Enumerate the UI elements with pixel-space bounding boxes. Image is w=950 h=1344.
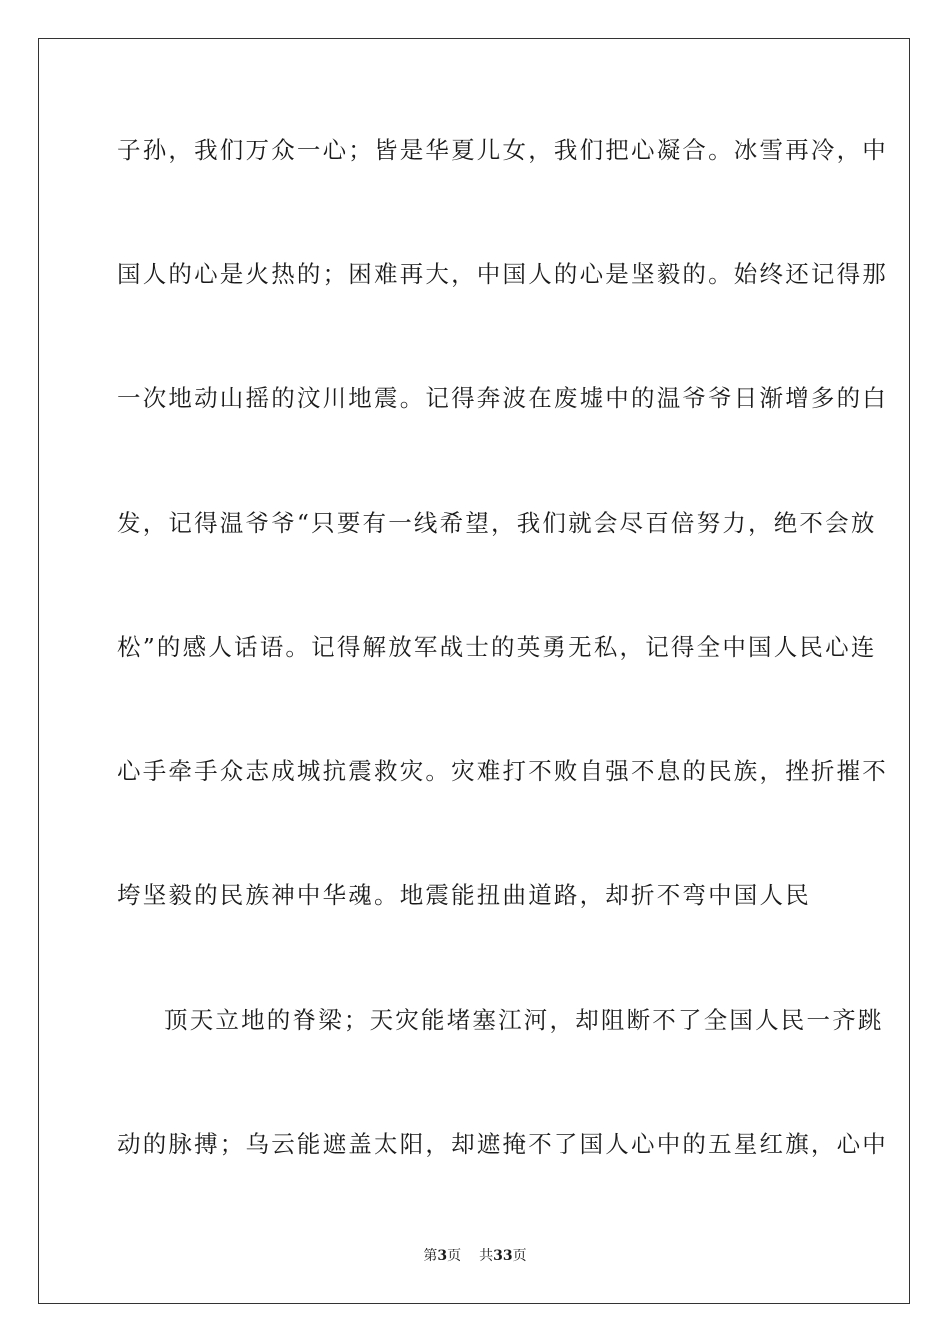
page-prefix: 第 — [423, 1248, 438, 1264]
body-text-line-6: 心手牵手众志成城抗震救灾。灾难打不败自强不息的民族，挫折摧不 — [117, 757, 888, 785]
body-text-line-2: 国人的心是火热的；困难再大，中国人的心是坚毅的。始终还记得那 — [117, 260, 888, 288]
page-border — [38, 38, 910, 1304]
page-footer — [0, 1247, 950, 1265]
body-text-line-1: 子孙，我们万众一心；皆是华夏儿女，我们把心凝合。冰雪再冷，中 — [117, 136, 888, 164]
body-text-line-7: 垮坚毅的民族神中华魂。地震能扭曲道路，却折不弯中国人民 — [117, 881, 811, 909]
page-suffix: 页 — [447, 1248, 462, 1264]
body-text-line-5: 松”的感人话语。记得解放军战士的英勇无私，记得全中国人民心连 — [117, 633, 877, 661]
body-text-line-9: 动的脉搏；乌云能遮盖太阳，却遮掩不了国人心中的五星红旗，心中 — [117, 1130, 888, 1158]
total-prefix: 共 — [479, 1248, 494, 1264]
total-suffix: 页 — [512, 1248, 527, 1264]
body-text-line-3: 一次地动山摇的汶川地震。记得奔波在废墟中的温爷爷日渐增多的白 — [117, 384, 888, 412]
body-text-line-4: 发，记得温爷爷“只要有一线希望，我们就会尽百倍努力，绝不会放 — [117, 509, 877, 537]
body-text-line-8: 顶天立地的脊梁；天灾能堵塞江河，却阻断不了全国人民一齐跳 — [164, 1006, 884, 1034]
page-number: 3 — [437, 1248, 448, 1264]
total-pages: 33 — [493, 1248, 513, 1264]
